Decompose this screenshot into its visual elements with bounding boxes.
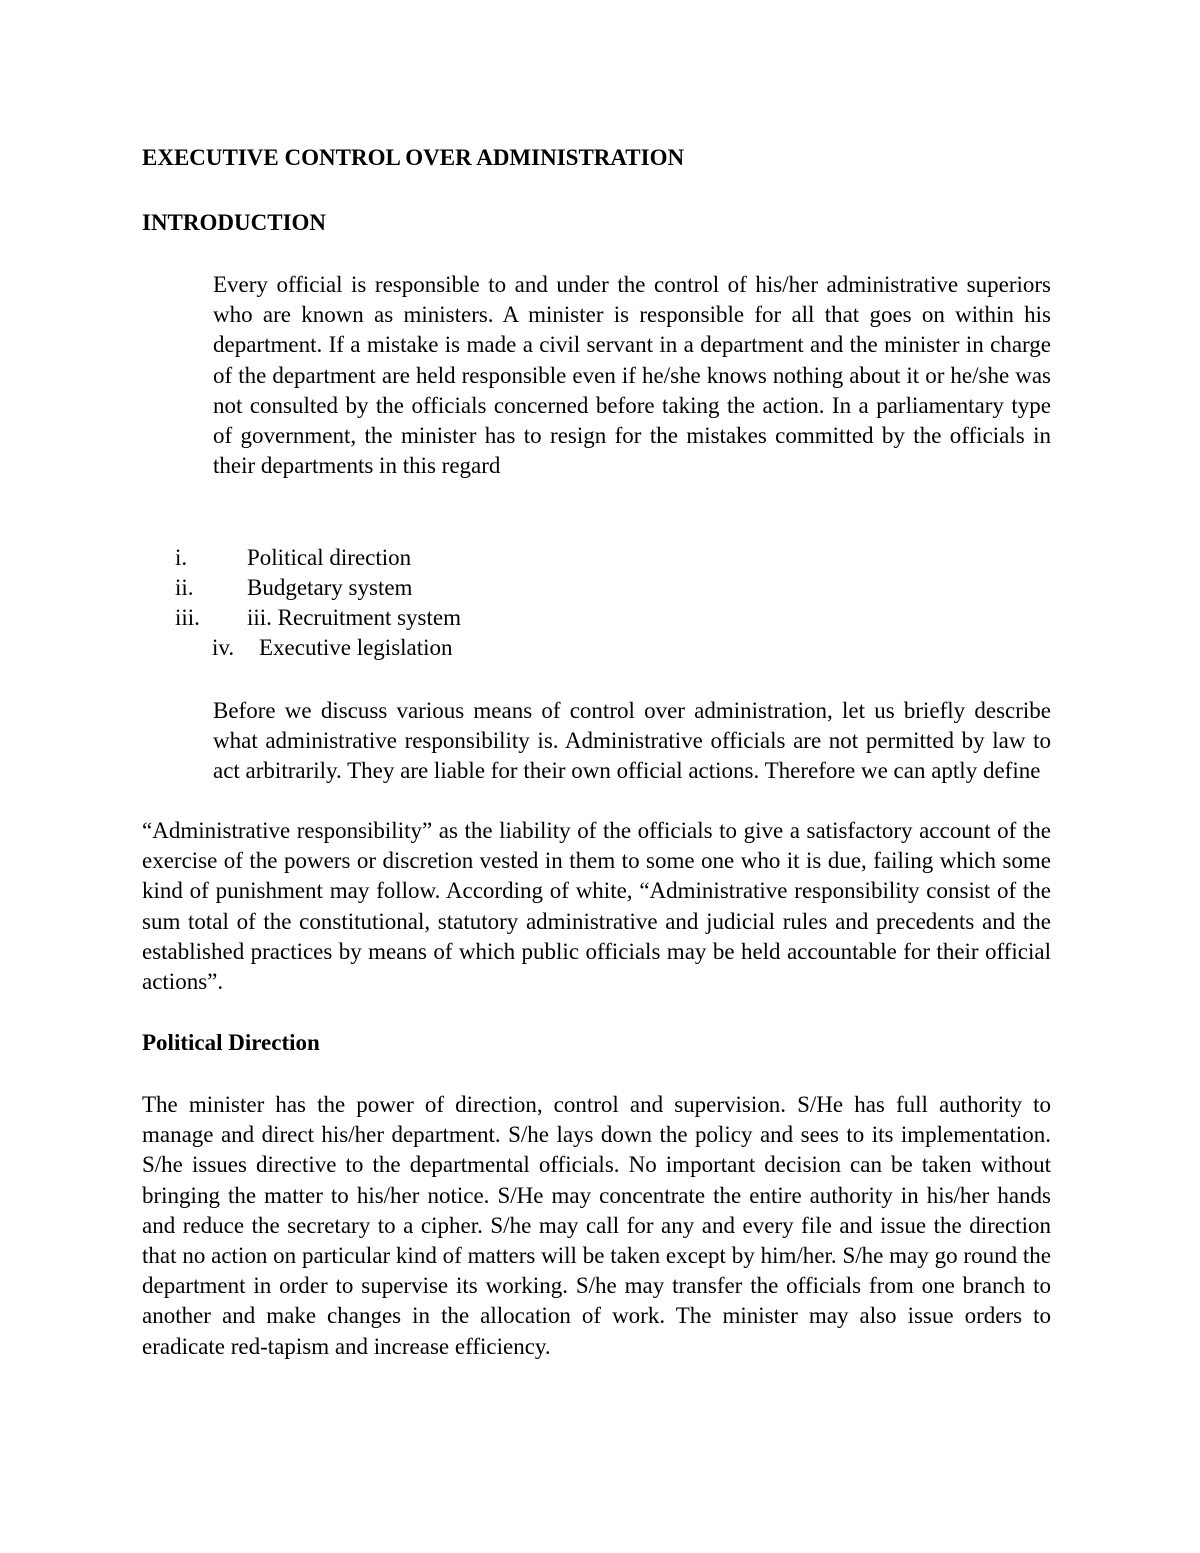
- list-item-text: Political direction: [247, 545, 412, 570]
- political-direction-heading: Political Direction: [142, 1030, 320, 1055]
- introduction-paragraph: Every official is responsible to and under the control of his/her administrative superiors who are known as ministers. A minister is responsible for all that goes on within his department. If a mistake is made a civil servant in a department and the minister in charge of the department are held responsible even if he/she knows nothing about it or he/she was not consulted by the officials concerned before taking the action. In a parliamentary type of government, the minister has to resign for the mistakes committed by the officials in their departments in this regard: [213, 272, 1051, 479]
- list-item-number: iv.: [212, 635, 235, 660]
- political-direction-paragraph: The minister has the power of direction, control and supervision. S/He has full authority to manage and direct his/her department. S/he lays down the policy and sees to its implementation. S/he issues directive to the departmental officials. No important decision can be taken without bringing the matter to his/her notice. S/He may concentrate the entire authority in his/her hands and reduce the secretary to a cipher. S/he may call for any and every file and issue the direction that no action on particular kind of matters will be taken except by him/her. S/he may go round the department in order to supervise its working. S/he may transfer the officials from one branch to another and make changes in the allocation of work. The minister may also issue orders to eradicate red-tapism and increase efficiency.: [142, 1092, 1051, 1359]
- introduction-heading: INTRODUCTION: [142, 210, 327, 235]
- list-item-number: iii.: [175, 605, 200, 630]
- responsibility-definition-paragraph: “Administrative responsibility” as the liability of the officials to give a satisfactory account of the exercise of the powers or discretion vested in them to some one who it is due, failing which some kind of punishment may follow. According of white, “Administrative responsibility consist of the sum total of the constitutional, statutory administrative and judicial rules and precedents and the established practices by means of which public officials may be held accountable for their official actions”.: [142, 818, 1051, 995]
- list-item-text: Budgetary system: [247, 575, 413, 600]
- list-item-text: iii. Recruitment system: [247, 605, 461, 630]
- document-title: EXECUTIVE CONTROL OVER ADMINISTRATION: [142, 145, 685, 170]
- list-item-text: Executive legislation: [259, 635, 453, 660]
- list-item-number: ii.: [175, 575, 194, 600]
- list-item-number: i.: [175, 545, 188, 570]
- responsibility-intro-paragraph: Before we discuss various means of control over administration, let us briefly describe what administrative responsibility is. Administrative officials are not permitted by law to act arbitrarily. They are liable for their own official actions. Therefore we can aptly define: [213, 698, 1051, 784]
